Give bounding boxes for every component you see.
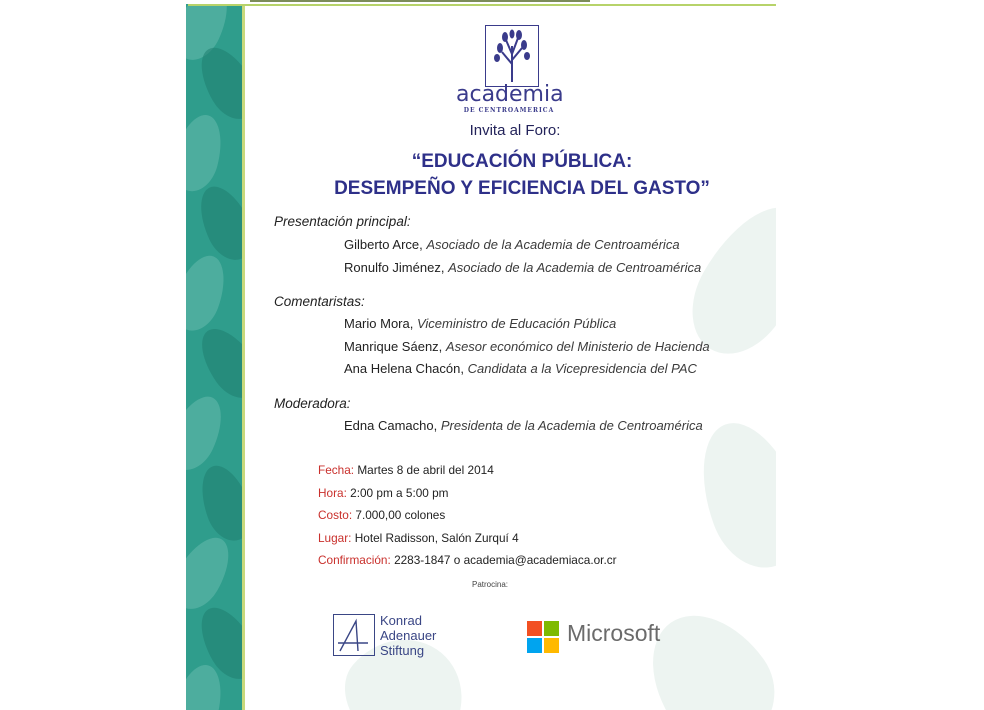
detail-label: Hora: [318,486,347,500]
speaker-name: Ronulfo Jiménez [344,260,441,275]
speaker-line: Gilberto Arce, Asociado de la Academia de Centroamérica [344,237,680,252]
speaker-line: Ronulfo Jiménez, Asociado de la Academia de Centroamérica [344,260,702,275]
kas-line-3: Stiftung [380,643,425,658]
invite-text: Invita al Foro: [469,122,561,139]
commentator-name: Manrique Sáenz [344,339,439,354]
sponsor-label: Patrocina: [472,580,509,589]
academia-logo [485,25,539,87]
detail-fecha [318,463,494,477]
commentator-name: Ana Helena Chacón [344,361,461,376]
detail-lugar [318,531,519,545]
speaker-role: Asociado de la Academia de Centroamérica [426,237,680,252]
logo-subtitle: DE CENTROAMERICA [463,107,555,114]
logo-wordmark: academia [456,82,564,107]
kas-icon [333,614,375,656]
detail-label: Fecha: [318,463,355,477]
commentator-role: Candidata a la Vicepresidencia del PAC [467,361,697,376]
moderator-role: Presidenta de la Academia de Centroamérica [440,418,703,433]
detail-confirmacion [318,553,617,567]
detail-value: 7.000,00 colones [355,508,446,522]
detail-value: 2:00 pm a 5:00 pm [350,486,449,500]
forum-title-line-2: DESEMPEÑO Y EFICIENCIA DEL GASTO” [334,178,710,199]
forum-title [290,148,754,202]
detail-costo [318,508,445,522]
speaker-name: Gilberto Arce [344,237,420,252]
commentator-line: Ana Helena Chacón, Candidata a la Vicepresidencia del PAC [344,361,697,376]
kas-line-1: Konrad [380,613,422,628]
decorative-leaf-strip [186,4,242,710]
moderator-name: Edna Camacho [344,418,434,433]
konrad-adenauer-logo [333,614,445,660]
tree-icon [486,26,538,86]
detail-label: Costo: [318,508,353,522]
commentator-role: Asesor económico del Ministerio de Hacienda [445,339,710,354]
microsoft-wordmark: Microsoft [567,620,661,646]
section-label-presentacion: Presentación principal: [274,214,411,229]
detail-hora [318,486,449,500]
commentator-name: Mario Mora [344,316,410,331]
microsoft-logo [527,619,677,653]
detail-label: Lugar: [318,531,352,545]
commentator-line: Manrique Sáenz, Asesor económico del Ministerio de Hacienda [344,339,710,354]
detail-value: Martes 8 de abril del 2014 [357,463,494,477]
forum-title-line-1: “EDUCACIÓN PÚBLICA: [411,151,633,172]
section-label-comentaristas: Comentaristas: [274,294,365,309]
section-label-moderadora: Moderadora: [274,396,351,411]
detail-label: Confirmación: [318,553,391,567]
moderator-line: Edna Camacho, Presidenta de la Academia de Centroamérica [344,418,703,433]
detail-value: 2283-1847 o academia@academiaca.or.cr [394,553,617,567]
commentator-role: Viceministro de Educación Pública [416,316,617,331]
detail-value: Hotel Radisson, Salón Zurquí 4 [354,531,519,545]
windows-icon [527,621,559,653]
commentator-line: Mario Mora, Viceministro de Educación Pública [344,316,617,331]
speaker-role: Asociado de la Academia de Centroamérica [448,260,702,275]
kas-line-2: Adenauer [380,628,437,643]
